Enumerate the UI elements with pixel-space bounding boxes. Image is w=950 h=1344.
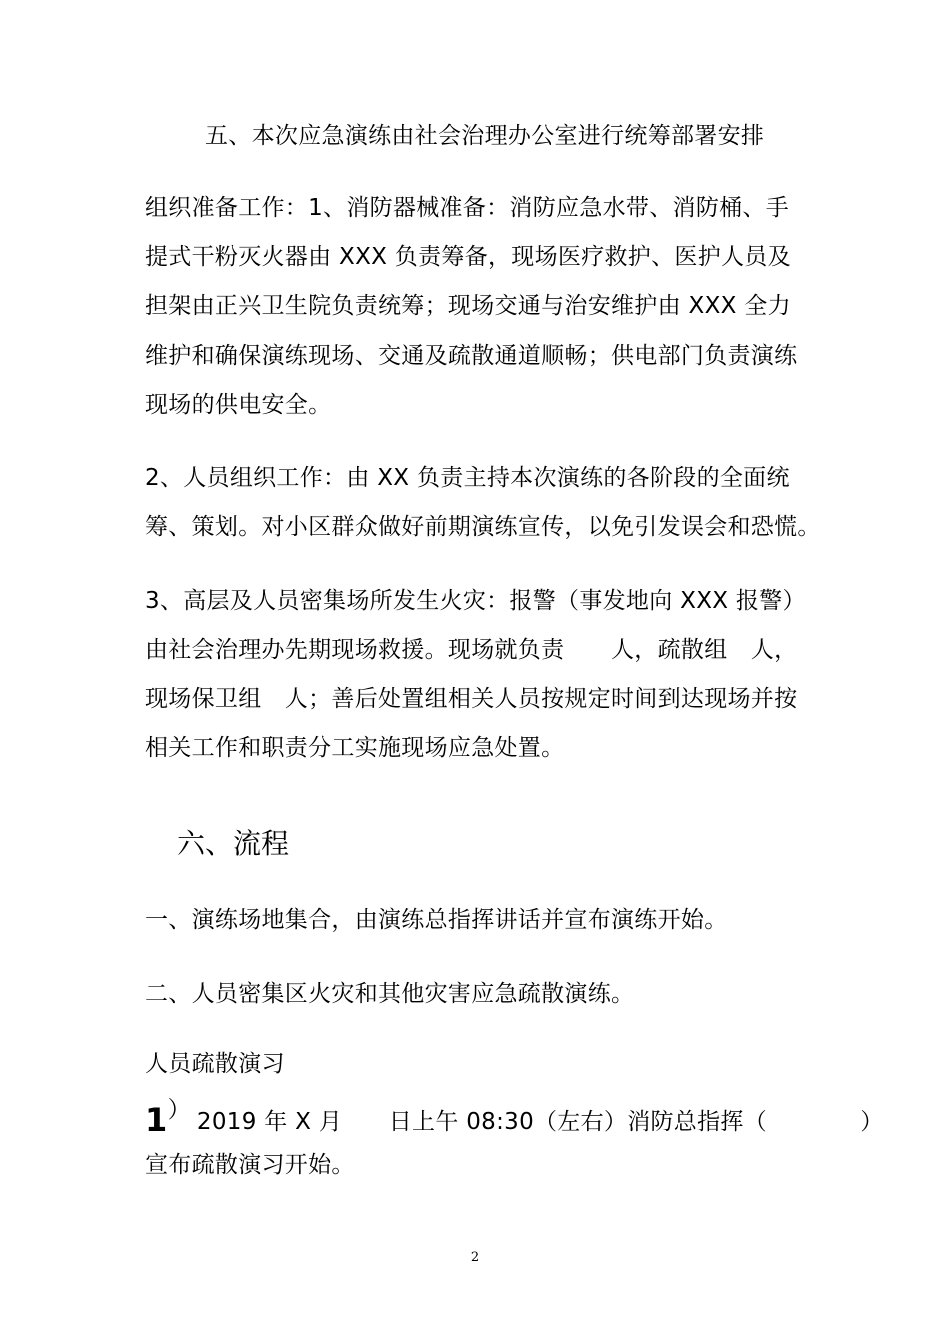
process-step-2: 二、人员密集区火灾和其他灾害应急疏散演练。 xyxy=(145,981,635,1007)
text-line: 现场的供电安全。 xyxy=(145,392,332,418)
process-step-1: 一、演练场地集合，由演练总指挥讲话并宣布演练开始。 xyxy=(145,907,728,933)
section6-title: 六、流程 xyxy=(177,827,290,860)
text-line: 3、高层及人员密集场所发生火灾：报警（事发地向 XXX 报警） xyxy=(145,588,806,614)
section5-heading: 五、本次应急演练由社会治理办公室进行统筹部署安排 xyxy=(205,123,765,149)
list-item-1 xyxy=(145,1095,884,1137)
text-line: 提式干粉灭火器由 XXX 负责筹备，现场医疗救护、医护人员及 xyxy=(145,244,791,270)
list-item-text: 2019 年 X 月 日上午 08:30（左右）消防总指挥（ ） xyxy=(196,1109,884,1135)
text-line: 由社会治理办先期现场救援。现场就负责 人，疏散组 人， xyxy=(145,637,798,663)
text-line: 2、人员组织工作：由 XX 负责主持本次演练的各阶段的全面统 xyxy=(145,465,790,491)
text-line: 相关工作和职责分工实施现场应急处置。 xyxy=(145,735,565,761)
text-line: 组织准备工作：1、消防器械准备：消防应急水带、消防桶、手 xyxy=(145,195,790,221)
sub-heading: 人员疏散演习 xyxy=(145,1051,285,1077)
page-number: 2 xyxy=(470,1250,480,1265)
list-item-1-continuation: 宣布疏散演习开始。 xyxy=(145,1152,355,1178)
text-line: 筹、策划。对小区群众做好前期演练宣传，以免引发误会和恐慌。 xyxy=(145,514,821,540)
text-line: 维护和确保演练现场、交通及疏散通道顺畅；供电部门负责演练 xyxy=(145,343,798,369)
list-item-number: 1 xyxy=(145,1101,168,1139)
text-line: 担架由正兴卫生院负责统筹；现场交通与治安维护由 XXX 全力 xyxy=(145,293,791,319)
list-item-paren: ） xyxy=(167,1097,191,1123)
text-line: 现场保卫组 人；善后处置组相关人员按规定时间到达现场并按 xyxy=(145,686,798,712)
